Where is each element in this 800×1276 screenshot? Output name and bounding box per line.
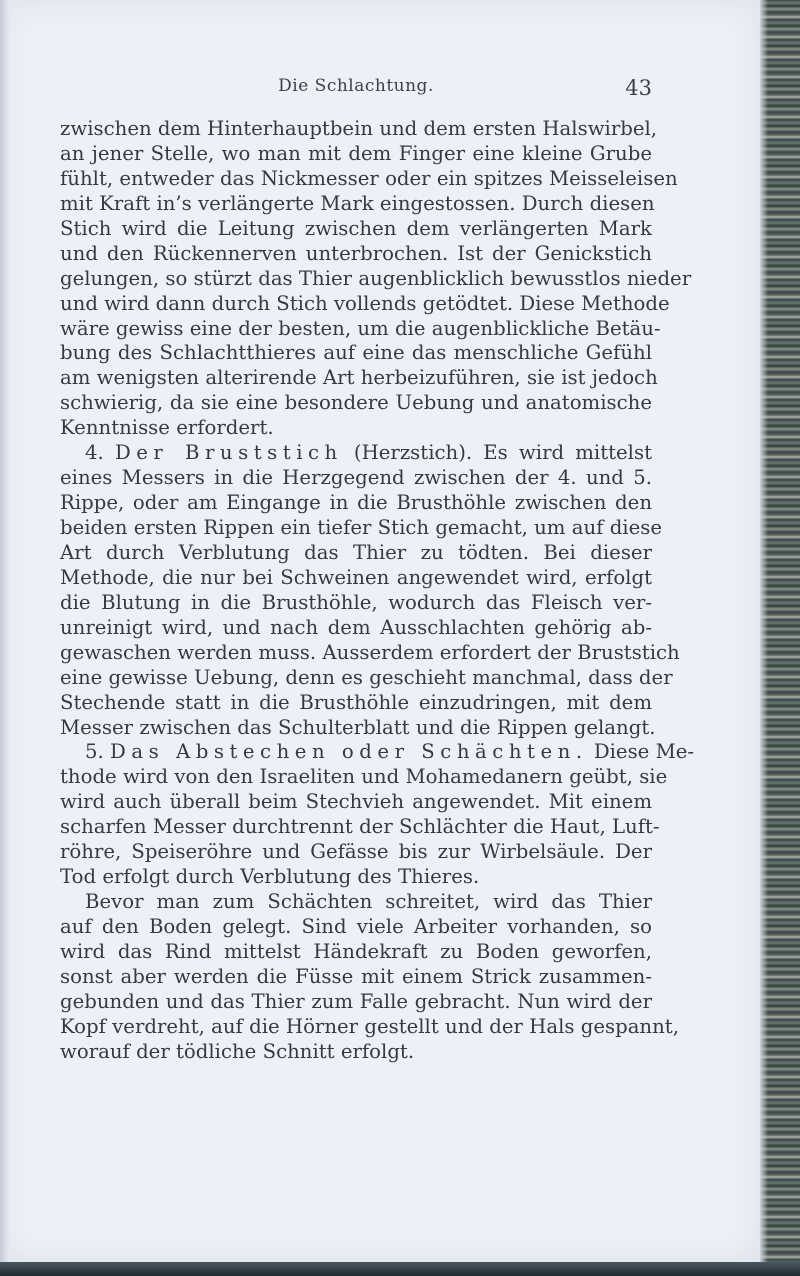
text-line: bung des Schlachtthieres auf eine das menschliche Gefühl	[60, 341, 652, 365]
text-line: und wird dann durch Stich vollends getödtet. Diese Methode	[60, 291, 670, 315]
text-line: Art durch Verblutung das Thier zu tödten. Bei dieser	[60, 540, 652, 564]
text-line: zwischen dem Hinterhauptbein und dem ersten Halswirbel,	[60, 117, 658, 140]
text-line: Kenntnisse erfordert.	[60, 416, 274, 440]
running-title: Die Schlachtung.	[278, 76, 434, 96]
section-number: 5.	[85, 740, 111, 764]
text-line: schwierig, da sie eine besondere Uebung und anatomische	[60, 391, 652, 415]
page-left-edge	[0, 0, 10, 1262]
body-text	[60, 117, 695, 1065]
text-line: fühlt, entweder das Nickmesser oder ein spitzes Meisseleisen	[60, 166, 678, 190]
section-title-schaechten: Das Abstechen oder Schächten.	[110, 740, 588, 764]
text-line: gewaschen werden muss. Ausserdem erfordert der Bruststich	[60, 640, 680, 664]
text-line: unreinigt wird, und nach dem Ausschlachten gehörig ab-	[60, 615, 652, 639]
text-line: scharfen Messer durchtrennt der Schlächter die Haut, Luft-	[60, 815, 660, 839]
text-line: Bevor man zum Schächten schreitet, wird das Thier	[85, 890, 652, 914]
text-line: eine gewisse Uebung, denn es geschieht manchmal, dass der	[60, 665, 673, 689]
text-line: die Blutung in die Brusthöhle, wodurch das Fleisch ver-	[60, 590, 652, 614]
text-line: und den Rückennerven unterbrochen. Ist der Genickstich	[60, 241, 652, 265]
section-number: 4.	[85, 441, 115, 465]
section-5-heading-line	[60, 740, 695, 765]
section-4-heading-line	[60, 441, 652, 466]
book-spine-edge	[760, 0, 800, 1276]
text-line: Methode, die nur bei Schweinen angewendet wird, erfolgt	[60, 565, 652, 589]
text-line: am wenigsten alterirende Art herbeizuführen, sie ist jedoch	[60, 366, 658, 390]
text-line: worauf der tödliche Schnitt erfolgt.	[60, 1039, 415, 1063]
text-line: Kopf verdreht, auf die Hörner gestellt und der Hals gespannt,	[60, 1014, 679, 1038]
text-line: mit Kraft in’s verlängerte Mark eingestossen. Durch diesen	[60, 191, 655, 215]
section-5-heading-rest: Diese Me-	[587, 740, 695, 764]
text-line: an jener Stelle, wo man mit dem Finger eine kleine Grube	[60, 141, 652, 165]
text-line: beiden ersten Rippen ein tiefer Stich gemacht, um auf diese	[60, 516, 662, 539]
text-line: wird das Rind mittelst Händekraft zu Boden geworfen,	[60, 939, 652, 963]
text-line: Rippe, oder am Eingange in die Brusthöhle zwischen den	[60, 491, 652, 515]
running-header	[60, 76, 652, 106]
text-line: wird auch überall beim Stechvieh angewendet. Mit einem	[60, 790, 652, 814]
text-line: Tod erfolgt durch Verblutung des Thieres.	[60, 865, 480, 889]
text-line: röhre, Speiseröhre und Gefässe bis zur Wirbelsäule. Der	[60, 840, 652, 864]
text-line: gebunden und das Thier zum Falle gebracht. Nun wird der	[60, 989, 652, 1013]
text-line: gelungen, so stürzt das Thier augenblicklich bewusstlos nieder	[60, 266, 692, 290]
text-line: Stechende statt in die Brusthöhle einzudringen, mit dem	[60, 690, 652, 714]
page-number: 43	[625, 76, 652, 100]
section-4-heading-rest: (Herzstich). Es wird mittelst	[342, 441, 652, 465]
section-title-bruststich: Der Bruststich	[114, 441, 343, 465]
text-line: wäre gewiss eine der besten, um die augenblickliche Betäu-	[60, 316, 661, 340]
text-line: Messer zwischen das Schulterblatt und die Rippen gelangt.	[60, 715, 656, 739]
text-line: auf den Boden gelegt. Sind viele Arbeiter vorhanden, so	[60, 915, 652, 938]
page-bottom-edge	[0, 1262, 800, 1276]
text-line: thode wird von den Israeliten und Mohamedanern geübt, sie	[60, 765, 668, 789]
text-line: sonst aber werden die Füsse mit einem Strick zusammen-	[60, 964, 652, 988]
text-line: Stich wird die Leitung zwischen dem verlängerten Mark	[60, 216, 652, 240]
text-line: eines Messers in die Herzgegend zwischen der 4. und 5.	[60, 466, 652, 490]
